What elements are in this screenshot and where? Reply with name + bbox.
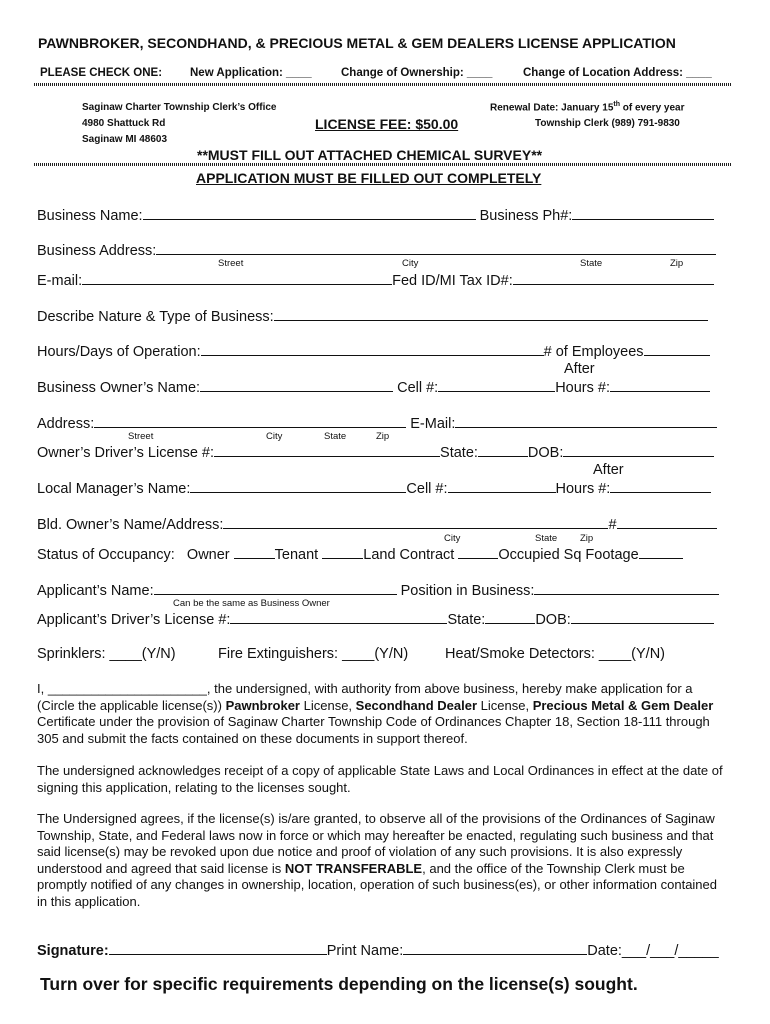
street-caption: Street xyxy=(218,258,244,269)
owner-email-input[interactable] xyxy=(455,414,717,428)
agreement-paragraph: The Undersigned agrees, if the license(s) is/are granted, to observe all of the provisions of the Ordinances of Saginaw Township, State, and Federal laws now in force or which may hereafter be enacted, regulating such business and that said license(s) may be revoked upon due notice and proof of violation of any such provisions. It is also expressly understood and agreed that said license is NOT TRANSFERABLE, and the office of the Township Clerk must be promptly notified of any changes in ownership, location, operation of such business(es), or other information contained in this application. xyxy=(37,811,717,909)
owner-name-input[interactable] xyxy=(200,378,393,392)
signature-row: Signature: Print Name: Date:___/___/_____ xyxy=(37,943,719,959)
sq-footage-input[interactable] xyxy=(639,545,683,559)
new-application-option[interactable]: New Application: ____ xyxy=(190,67,312,79)
owner-name-row: Business Owner’s Name: Cell #: Hours #: xyxy=(37,378,710,396)
extinguishers-field[interactable]: Fire Extinguishers: ____(Y/N) xyxy=(218,646,409,662)
bld-owner-input[interactable] xyxy=(223,515,608,529)
license-fee: LICENSE FEE: $50.00 xyxy=(315,116,459,132)
notice-divider xyxy=(34,163,732,166)
owner-dl-state-input[interactable] xyxy=(478,443,528,457)
form-title: PAWNBROKER, SECONDHAND, & PRECIOUS METAL & GEM DEALERS LICENSE APPLICATION xyxy=(38,35,676,51)
office-street: 4980 Shattuck Rd xyxy=(82,118,166,129)
date-field[interactable]: Date:___/___/_____ xyxy=(587,943,719,959)
acknowledgement-paragraph: The undersigned acknowledges receipt of a copy of applicable State Laws and Local Ordinances in effect at the date of signing this application, relating to the licenses sought. xyxy=(37,763,723,795)
occupancy-land-contract-input[interactable] xyxy=(458,545,498,559)
clerk-phone: Township Clerk (989) 791-9830 xyxy=(535,118,680,129)
detectors-field[interactable]: Heat/Smoke Detectors: ____(Y/N) xyxy=(445,646,666,662)
nature-row: Describe Nature & Type of Business: xyxy=(37,307,708,325)
owner-cell-input[interactable] xyxy=(438,378,555,392)
hours-days-input[interactable] xyxy=(201,342,544,356)
manager-cell-input[interactable] xyxy=(448,479,556,493)
state-caption: State xyxy=(580,258,603,269)
hours-days-row: Hours/Days of Operation: # of Employees xyxy=(37,342,710,360)
occupancy-row: Status of Occupancy: Owner Tenant Land Contract Occupied Sq Footage xyxy=(37,545,683,563)
footer-note: Turn over for specific requirements depending on the license(s) sought. xyxy=(40,974,638,994)
after-label-2: After xyxy=(593,462,624,478)
manager-name-input[interactable] xyxy=(190,479,406,493)
zip-caption: Zip xyxy=(670,258,684,269)
bld-owner-row: Bld. Owner’s Name/Address: # xyxy=(37,515,717,533)
street-caption-2: Street xyxy=(128,431,154,442)
applicant-name-input[interactable] xyxy=(154,581,397,595)
signature-input[interactable] xyxy=(109,941,327,955)
state-caption-2: State xyxy=(324,431,347,442)
same-as-owner-note: Can be the same as Business Owner xyxy=(173,598,330,609)
employees-input[interactable] xyxy=(644,342,710,356)
nature-input[interactable] xyxy=(274,307,708,321)
email-row: E-mail: Fed ID/MI Tax ID#: xyxy=(37,271,714,289)
manager-row: Local Manager’s Name: Cell #: Hours #: xyxy=(37,479,711,497)
check-one-label: PLEASE CHECK ONE: xyxy=(40,67,163,79)
city-caption: City xyxy=(402,258,419,269)
zip-caption-2: Zip xyxy=(376,431,390,442)
applicant-name-row: Applicant’s Name: Position in Business: xyxy=(37,581,719,599)
renewal-date: Renewal Date: January 15th of every year xyxy=(490,101,685,114)
authority-paragraph: I, ______________________, the undersigned, with authority from above business, hereby make application for a (Circle the applicable license(s)) Pawnbroker License, Secondhand Dealer License, Precious Metal & Gem Dealer Certificate under the provision of Saginaw Charter Township Code of Ordinances Chapter 18, Section 18-111 through 305 and submit the facts contained on these documents in support thereof. xyxy=(37,681,714,746)
business-address-input[interactable] xyxy=(156,241,716,255)
print-name-input[interactable] xyxy=(403,941,587,955)
owner-address-row: Address: E-Mail: xyxy=(37,414,717,432)
applicant-dl-state-input[interactable] xyxy=(485,610,535,624)
owner-address-input[interactable] xyxy=(94,414,406,428)
office-city: Saginaw MI 48603 xyxy=(82,134,168,145)
chemical-survey-notice: **MUST FILL OUT ATTACHED CHEMICAL SURVEY** xyxy=(197,147,543,163)
zip-caption-3: Zip xyxy=(580,533,594,544)
header-divider xyxy=(34,83,732,86)
applicant-dob-input[interactable] xyxy=(571,610,714,624)
occupancy-owner-input[interactable] xyxy=(234,545,275,559)
email-input[interactable] xyxy=(82,271,392,285)
city-caption-2: City xyxy=(266,431,283,442)
business-name-row: Business Name: Business Ph#: xyxy=(37,206,714,224)
occupancy-tenant-input[interactable] xyxy=(322,545,363,559)
fed-id-input[interactable] xyxy=(513,271,714,285)
change-location-option[interactable]: Change of Location Address: ____ xyxy=(523,67,712,79)
applicant-dl-input[interactable] xyxy=(230,610,447,624)
sprinklers-field[interactable]: Sprinklers: ____(Y/N) xyxy=(37,646,176,662)
business-phone-input[interactable] xyxy=(572,206,714,220)
applicant-dl-row: Applicant’s Driver’s License #: State: DOB: xyxy=(37,610,714,628)
change-ownership-option[interactable]: Change of Ownership: ____ xyxy=(341,67,493,79)
business-address-row: Business Address: xyxy=(37,241,716,259)
owner-dl-input[interactable] xyxy=(214,443,440,457)
owner-dl-row: Owner’s Driver’s License #: State: DOB: xyxy=(37,443,714,461)
owner-dob-input[interactable] xyxy=(563,443,714,457)
state-caption-3: State xyxy=(535,533,558,544)
complete-notice: APPLICATION MUST BE FILLED OUT COMPLETELY xyxy=(196,170,542,186)
owner-hours-input[interactable] xyxy=(610,378,710,392)
after-label: After xyxy=(564,361,595,377)
business-name-input[interactable] xyxy=(143,206,476,220)
manager-hours-input[interactable] xyxy=(610,479,711,493)
office-name: Saginaw Charter Township Clerk’s Office xyxy=(82,102,277,113)
bld-owner-number-input[interactable] xyxy=(617,515,717,529)
position-input[interactable] xyxy=(534,581,719,595)
city-caption-3: City xyxy=(444,533,461,544)
